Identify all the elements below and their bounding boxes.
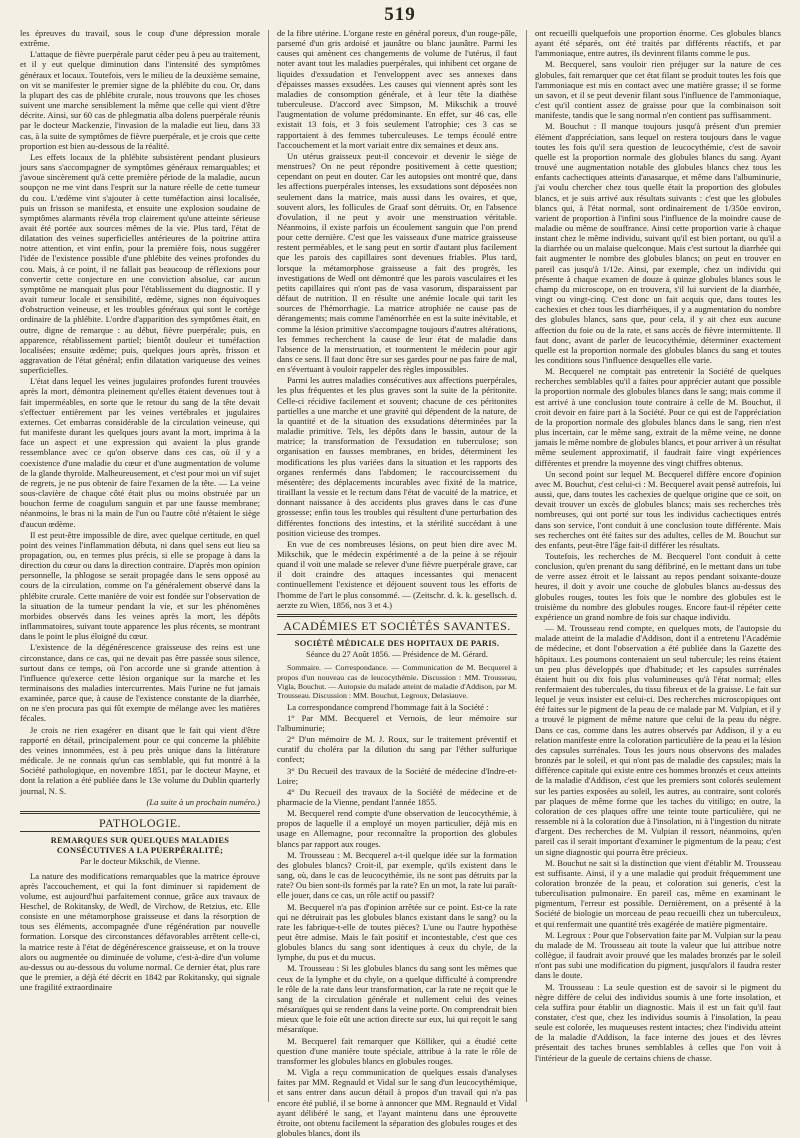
paragraph: M. Trousseau : Si les globules blancs du sang sont les mêmes que ceux de la lymphe et du chyle, on a quelque difficulté à comprendre le rôle de la rate dans leur transformation, car la rate ne reçoit que le sang de la circulation générale et nullement celui des veines mésaraïques qui se rendent dans la veine porte. On comprendrait bien mieux que le foie eût une action directe sur eux, lui qui reçoit le sang mésaraïque. bbox=[277, 963, 517, 1035]
section-rule bbox=[277, 614, 517, 615]
list-item: 4° Du Recueil des travaux de la Société de médecine et de pharmacie de la Vienne, pendant l'année 1855. bbox=[277, 786, 517, 807]
section-rule bbox=[277, 616, 517, 617]
paragraph: L'existence de la dégénérescence graisseuse des reins est une circonstance, dans ce cas, qui ne devait pas être passée sous silence, surtout dans ce temps, où l'on accorde une si grande attention à l'influence qu'exerce cette lésion organique sur la marche et les terminaisons des maladies intercurrentes. Mais l'urine ne fut jamais examinée, parce que, à cause de l'existence constante de la diarrhée, on ne s'en procura pas qui fût exempte de mélange avec les matières fécales. bbox=[20, 642, 260, 724]
section-rule bbox=[277, 634, 517, 635]
paragraph: Je crois ne rien exagérer en disant que le fait qui vient d'être rapporté en détail, principalement pour ce qui concerne la phlébite des veines innommées, est à peu près unique dans la littérature médicale. Je ne connais qu'un cas semblable, qui fut montré à la Société pathologique, en novembre 1851, par le docteur Mayne, et dont la relation a été publiée dans le 13e volume du Dublin quarterly journal, N. S. bbox=[20, 724, 260, 796]
paragraph: M. Becquerel, sans vouloir rien préjuger sur la nature de ces globules, fait remarquer que cet état filant se produit toutes les fois que l'ammoniaque est mis en contact avec une matière grasse; il se forme un savon, et il se peut devenir filant sous l'influence de l'ammoniaque, c'est qu'il contient assez de graisse pour que la combinaison soit manifeste, tandis que le sang normal n'en contient pas suffisamment. bbox=[535, 59, 781, 121]
paragraph: M. Vigla a reçu communication de quelques essais d'analyses faites par MM. Regnauld et Vidal sur le sang d'un leucocythémique, et sans entrer dans aucun détail à propos d'un travail qui n'a pas encore été publié, il se borne à annoncer que MM. Regnauld et Vidal ayant délibéré le sang, et l'ayant maintenu dans une éprouvette étroite, ont obtenu facilement la séparation des globules rouges et des globules blancs, dont ils bbox=[277, 1067, 517, 1138]
paragraph: M. Bouchut ne sait si la distinction que vient d'établir M. Trousseau est suffisante. Ainsi, il y a une maladie qui produit fréquemment une coloration bronzée de la peau, et coloration sui generis, c'est la tuberculisation pulmonaire. En pareil cas, même en examinant le pigmentum, l'erreur est possible. Dernièrement, on a présenté à la Société de biologie un morceau de peau recueilli chez un tuberculeux, et qui renfermait une quantité très exagérée de matière pigmentaire. bbox=[535, 857, 781, 929]
paragraph: M. Becquerel rend compte d'une observation de leucocythémie, à propos de laquelle il a employé un moyen particulier, déjà mis en usage en Allemagne, pour reconnaître la proportion des globules blancs par rapport aux rouges. bbox=[277, 808, 517, 849]
section-rule bbox=[20, 813, 260, 814]
column-1 bbox=[20, 28, 260, 1102]
column-3 bbox=[535, 28, 781, 1102]
article-title: REMARQUES SUR QUELQUES MALADIES CONSÉCUTIVES A LA PUERPÉRALITÉ; bbox=[50, 836, 230, 856]
paragraph: L'état dans lequel les veines jugulaires profondes furent trouvées après la mort, démontra pleinement qu'elles étaient devenues tout à fait imperméables, en sorte que le retour du sang de la tête devait s'effectuer entièrement par les veines vertébrales et jugulaires externes. Cet embarras considérable de la circulation veineuse, qui fut manifeste durant les quelques jours avant la mort, imprima à la face un aspect et une expression qui avaient la plus grande ressemblance avec ce qu'on observe dans ces cas, où il y a coexistence d'une maladie du cœur et d'une augmentation de volume de la glande thyroïde. Malheureusement, et c'est pour moi un vif sujet de regrets, je ne pus obtenir de faire l'examen de la tête. — La veine sous-clavière de chaque côté était plus ou moins obstruée par un bouchon ferme de coagulum sanguin et par une fausse membrane; néanmoins, le bras ni la main de l'un ou l'autre côté n'étaient le siège d'aucun œdème. bbox=[20, 376, 260, 529]
paragraph: Parmi les autres maladies consécutives aux affections puerpérales, les plus fréquentes et les plus graves sont la suite de la péritonite. Celle-ci récidive facilement et souvent; chacune de ces péritonites partielles a une marche et une gravité qui dépendent de la nature, de la quantité et de la situation des exsudations déterminées par la maladie primitive. Tels, les dépôts dans le bassin, autour de la matrice; la transformation de l'exsudation en tuberculose; son organisation en fausses membranes, en brides, déterminent les modifications les plus variées dans la situation et les rapports des organes renfermés dans l'abdomen; le raccourcissement du mésentère; des déplacements incurables avec fixité de la matrice, tiraillant la vessie et le rectum dans l'état de vacuité de la matrice, et donnant naissance à des accidents plus graves dans le cas d'une grossesse; enfin tous les troubles qui résultent d'une perturbation des différentes fonctions des intestins, et la stérilité succédant à une position vicieuse des trompes. bbox=[277, 375, 517, 538]
paragraph: M. Legroux : Pour que l'observation faite par M. Vulpian sur la peau du malade de M. Trousseau ait toute la valeur que lui attribue notre collègue, il faudrait avoir prouvé que les malades bronzés par le soleil n'ont pas subi une modification du pigment, jusqu'alors il faudra rester dans le doute. bbox=[535, 929, 781, 981]
continued-note: (La suite à un prochain numéro.) bbox=[146, 796, 260, 807]
paragraph: de la fibre utérine. L'organe reste en général poreux, d'un rouge-pâle, parsemé d'un gris ardoisé et jaunâtre ou blanc jaunâtre. Parmi les causes qui amènent ces changements de volume de l'utérus, il faut noter avant tout les maladies puerpérales, qui inhibent cet organe de liquides d'exsudation et l'enveloppent avec ses annexes dans d'épaisses masses exsudées. Les causes qui viennent après sont les maladies de consomption générale, et à leur tête la diathèse tuberculeuse. D'accord avec Simpson, M. Mikschik a trouvé l'augmentation de volume prédominante. En effet, sur 46 cas, elle existait 13 fois, et 3 fois seulement l'atrophie; ces 3 cas se rapportaient à des femmes tuberculeuses. Le temps écoulé entre l'accouchement et la mort variait entre dix semaines et deux ans. bbox=[277, 28, 517, 150]
paragraph: Un second point sur lequel M. Becquerel diffère encore d'opinion avec M. Bouchut, c'est celui-ci : M. Becquerel avait pensé autrefois, lui aussi, que, dans toutes les cachexies de quelque origine que ce soit, on devait trouver un excès de globules blancs; mais ses recherches très nombreuses, qui ont porté sur tous les individus cachectiques entrés dans son service, l'ont conduit à une conclusion toute différente. Mais ses recherches ont été faites sur des adultes, celles de M. Bouchut sur des enfants, peut-être l'âge fait-il différer les résultats. bbox=[535, 468, 781, 550]
session-line: Séance du 27 Août 1856. — Présidence de M. Gérard. bbox=[306, 650, 488, 660]
column-divider bbox=[268, 30, 269, 1102]
paragraph: M. Bouchut : Il manque toujours jusqu'à présent d'un premier élément d'appréciation, sans lequel on restera toujours dans le vague toutes les fois qu'il sera question de leucocythémie, c'est de savoir quelle est la proportion normale des globules blancs du sang. Ayant trouvé une augmentation notable des globules blancs chez tous les enfants cachectiques atteints d'anasarque, et même dans l'albuminurie, j'ai voulu chercher chez tous quelle était la proportion des globules blancs, et je suis arrivé aux résultats suivants : c'est que les globules blancs qui, à l'état normal, sont ordinairement de 1/350e environ, varient de proportion à l'infini sous l'influence de la moindre cause de maladie ou même de souffrance. Ainsi cette proportion varie à chaque instant chez le même individu, suivant qu'il est bien portant, ou qu'il a la diarrhée ou un malaise quelconque. Mais c'est surtout la diarrhée qui fait augmenter le nombre des globules blancs; on peut en trouver en pareil cas jusqu'à 1/12e. Ainsi, par exemple, chez un individu qui présente à chaque examen de douze à quinze globules blancs sous le champ du microscope, on en trouvera, s'il lui survient de la diarrhée, vingt ou vingt-cinq. C'est donc un fait acquis que, dans toutes les cachexies et chez tous les diarrhéiques, il y a augmentation du nombre des globules blancs, sans que, pour cela, il y ait chez eux aucune affection du foie ou de la rate, et sans accès de fièvre intermittente. Il faut donc, avant de parler de leucocythémie, déterminer exactement quelle est la proportion normale des globules blancs du sang et toutes les conditions sous l'influence desquelles elle varie. bbox=[535, 121, 781, 365]
summary: Sommaire. — Correspondance. — Communication de M. Becquerel à propos d'un nouveau cas de leucocythémie. Discussion : MM. Trousseau, Vigla, Bouchut. — Autopsie du malade atteint de maladie d'Addison, par M. Trousseau. Discussion : MM. Bouchut, Legroux, Delasiauve. bbox=[277, 663, 517, 701]
list-item: 3° Du Recueil des travaux de la Société de médecine d'Indre-et-Loire; bbox=[277, 765, 517, 786]
paragraph: M. Becquerel ne comptait pas entretenir la Société de quelques recherches semblables qu'il a faites pour apprécier autant que possible la proportion normale des globules blancs dans le sang; mais comme il est arrivé à une conclusion toute contraire à celle de M. Bouchut, il croit devoir en faire part à la Société. Pour ce qui est de l'appréciation de la proportion normale des globules blancs dans le sang, rien n'est plus incertain, car le même sang, extrait de la même veine, ne donne jamais le même nombre de globules blancs, et pour arriver à un résultat même seulement approximatif, il faudrait faire vingt expériences différentes et prendre la moyenne des vingt chiffres obtenus. bbox=[535, 366, 781, 468]
section-rule bbox=[20, 811, 260, 812]
section-rule bbox=[20, 831, 260, 832]
paragraph: Toutefois, les recherches de M. Becquerel l'ont conduit à cette conclusion, qu'en prenant du sang défibriné, en le mettant dans un tube de verre assez étroit et le laissant au repos pendant soixante-douze heures, il doit y avoir une couche de globules blancs au-dessus des globules rouges, toutes les fois que le nombre des globules est le troisième du nombre des globules rouges. Encore faut-il répéter cette expérience un grand nombre de fois sur chaque individu. bbox=[535, 550, 781, 622]
paragraph: M. Trousseau : La seule question est de savoir si le pigment du nègre diffère de celui des individus soumis à une forte insolation, et cela suffira pour établir un diagnostic. Mais il est un fait qu'il faut constater, c'est que, chez les individus soumis à l'insolation, la peau seule est colorée, les muqueuses restent intactes; chez l'individu atteint de la maladie d'Addison, la face interne des joues et des lèvres présentait des taches brunes semblables à celles que l'on voit à l'intérieur de la gueule de certains chiens de chasse. bbox=[535, 981, 781, 1063]
list-item: 2° D'un mémoire de M. J. Roux, sur le traitement préventif et curatif du choléra par la dilution du sang par l'éther sulfurique confect; bbox=[277, 734, 517, 765]
paragraph: Un utérus graisseux peut-il concevoir et devenir le siège de menstrues? On ne peut répondre positivement à cette question; cependant on peut en douter. Car les autopsies ont montré que, dans les affections puerpérales intenses, les exsudations sont déposées non seulement dans la matrice, mais aussi dans les ovaires, et que, souvent alors, les follicules de Graaf sont détruits. Or, en l'absence d'ovulation, il ne peut y avoir une menstruation véritable. Néanmoins, il existe parfois un écoulement sanguin que l'on prend pour cette dernière. C'est que les vaisseaux d'une matrice graisseuse restent perméables, et le sang peut en sortir d'autant plus facilement que les parois des capillaires sont devenues friables. Plus tard, lorsque la métamorphose graisseuse a fait des progrès, les investigations de Wedl ont démontré que les parois vasculaires et les petits capillaires qui n'ont pas de vasa vasorum, disparaissent par défaut de nutrition. Il en résulte une anémie locale qui tarit les sources de l'hémorrhagie. La matrice atrophiée ne cause pas de dérangements; mais comme l'aménorrhée en est la suite inévitable, et comme la lésion primitive s'accompagne toujours d'autres altérations, les femmes recherchent la cause de leur état de maladie dans l'absence de la menstruation, et tourmentent le médecin pour agir dans ce sens. Il faut donc être sur ses gardes pour ne pas faire de mal, en s'évertuant à vouloir rappeler des règles impossibles. bbox=[277, 150, 517, 375]
paragraph: M. Becquerel fait remarquer que Kölliker, qui a étudié cette question d'une manière toute spéciale, attribue à la rate le rôle de transformer les globules blancs en globules rouges. bbox=[277, 1035, 517, 1066]
paragraph: ont recueilli quelquefois une proportion énorme. Ces globules blancs ayant été séparés, ont été traités par différents réactifs, et par l'ammoniaque, entre autres, ils devinrent filants comme le pus. bbox=[535, 28, 781, 59]
page-number: 519 bbox=[384, 4, 416, 25]
paragraph: M. Becquerel n'a pas d'opinion arrêtée sur ce point. Est-ce la rate qui ne détruirait pas les globules blancs existant dans le sang? ou la rate les fabrique-t-elle de toutes pièces? L'une ou l'autre hypothèse peut être admise. Mais le fait positif et incontestable, c'est que ces globules blancs du sang sont identiques à ceux du chyle, de la lymphe, du pus et du mucus. bbox=[277, 901, 517, 963]
paragraph: les épreuves du travail, sous le coup d'une dépression morale extrême. bbox=[20, 28, 260, 49]
paragraph: La nature des modifications remarquables que la matrice éprouve après l'accouchement, et qui la font diminuer si rapidement de volume, est aujourd'hui parfaitement connue, grâce aux travaux de Heschel, de Rokitansky, de Wedl, de Virchow, de Retzius, etc. Elle consiste en une métamorphose graisseuse et dans la résorption de tous ses éléments, accompagnée d'une régénération par nouvelle formation. Lorsque des circonstances défavorables arrêtent celle-ci, la matrice reste à l'état de dégénérescence graisseuse, et on la trouve alors ou augmentée ou diminuée de volume, c'est-à-dire d'un volume au-dessus ou au-dessous du volume normal. Ce dernier état, plus rare que le premier, a déjà été décrit en 1842 par Rokitansky, qui signale une fragilité extraordinaire bbox=[20, 870, 260, 993]
society-title: SOCIÉTÉ MÉDICALE DES HOPITAUX DE PARIS. bbox=[294, 639, 500, 649]
list-item: 1° Par MM. Becquerel et Vernois, de leur mémoire sur l'albuminurie; bbox=[277, 712, 517, 733]
paragraph: M. Trousseau : M. Becquerel a-t-il quelque idée sur la formation des globules blancs? Croit-il, par exemple, qu'ils existent dans le sang, où, dans le cas de leucocythémie, ils ne sont pas détruits par la rate? Ou bien sont-ils formés par la rate? En un mot, la rate lui paraît-elle jouer, dans ce cas, un rôle actif ou passif? bbox=[277, 849, 517, 901]
correspondence-list bbox=[277, 713, 517, 807]
section-title: PATHOLOGIE. bbox=[98, 815, 182, 830]
paragraph: L'attaque de fièvre puerpérale parut céder peu à peu au traitement, et il y eut quelque diminution dans l'intensité des symptômes généraux et locaux. Toutefois, vers le milieu de la deuxième semaine, on vit se manifester le premier signe de la phlébite du cou. Or, dans la plupart des cas de phlébite crurale, nous trouvons que les choses suivent une marche sensiblement la même que celle qui vient d'être décrite. Ainsi, sur 60 cas de phlegmatia alba dolens puerpérale réunis par le docteur Mackenzie, l'invasion de la maladie eut lieu, dans 33 cas, à la suite de symptômes de fièvre puerpérale, et je crois que cette proportion est bien au-dessous de la réalité. bbox=[20, 49, 260, 151]
article-author: Par le docteur Mikschik, de Vienne. bbox=[79, 857, 201, 867]
paragraph: En vue de ces nombreuses lésions, on peut bien dire avec M. Mikschik, que le médecin expérimenté a de la peine à se réjouir quand il voit une malade se relever d'une fièvre puerpérale grave, car il doit craindre des attaques incessantes qui menacent continuellement l'existence et déjouent souvent tous les efforts de l'homme de l'art le plus consommé. — (Zeitschr. d. k. k. gesellsch. d. aerzte zu Wien, 1856, nos 3 et 4.) bbox=[277, 538, 517, 610]
paragraph: La correspondance comprend l'hommage fait à la Société : bbox=[287, 701, 489, 712]
section-title: ACADÉMIES ET SOCIÉTÉS SAVANTES. bbox=[283, 618, 511, 633]
paragraph: Il est peut-être impossible de dire, avec quelque certitude, en quel point des veines l'inflammation débuta, ni dans quel sens eut lieu sa propagation, ou, en termes plus précis, si elle se propage à dans la direction du cœur ou dans la direction contraire. D'après mon opinion personnelle, la phlogose se serait propagée dans le sens opposé au cours de la circulation, comme on l'a généralement observé dans la phlébite crurale. Cette manière de voir est fondée sur l'observation de la situation de la tumeur pendant la vie, et sur les phénomènes morbides observés dans les veines après la mort, les dépôts inflammatoires, suivant toute apparence les plus récents, se montrant dans le point le plus éloigné du cœur. bbox=[20, 529, 260, 642]
column-divider bbox=[526, 30, 527, 1102]
paragraph: Les effets locaux de la phlébite subsistèrent pendant plusieurs jours sans s'accompagner de symptômes généraux remarquables; et j'avoue sincèrement qu'à cette première période de la maladie, aucun soupçon ne me vint dans l'esprit sur la nature réelle de cette tumeur du cou. L'œdème vint s'ajouter à cette tuméfaction ainsi localisée, puis un frisson se manifesta, et ensuite une explosion soudaine de symptômes alarmants révéla trop clairement qu'une atteinte sérieuse avait été portée aux sources mêmes de la vie. Plus tard, l'état de dilatation des veines superficielles antérieures de la poitrine attira notre attention, et vint enfin, pour la première fois, nous suggérer l'idée de l'existence possible d'une phlébite des veines profondes du cou. Mais, à ce point, il ne fallait pas beaucoup de réflexions pour convertir cette conjecture en une conviction absolue, car aucun symptôme ne manquait plus pour l'établissement du diagnostic. Il y avait tumeur locale et sensibilité, œdème, signes non équivoques d'obstruction veineuse, et les troubles généraux qui sont le cortège ordinaire de la phlébite. L'ordre d'apparition des symptômes était, en outre, digne de remarque : au début, fièvre puerpérale; puis, en apparence, rétablissement partiel; bientôt douleur et tuméfaction localisées; ensuite œdème; puis, quelques jours après, frisson et aggravation de l'état général; enfin dilatation variqueuse des veines superficielles. bbox=[20, 151, 260, 376]
paragraph: — M. Trousseau rend compte, en quelques mots, de l'autopsie du malade atteint de la maladie d'Addison, dont il a entretenu l'Académie de médecine, et dont l'observation a été publiée dans la Gazette des hôpitaux. Les poumons contenaient un seul tubercule; les reins étaient un peu plus développés que d'habitude; et les capsules surrénales étaient huit ou dix fois plus volumineuses qu'à l'état normal; elles renfermaient des tubercules, du tissu fibreux et de la graisse. Le fait sur lequel je veux insister est celui-ci. Des recherches microscopiques ont été faites sur le pigment de la peau de ce malade par M. Vulpian, et il y a trouvé le pigment de même nature que celui de la peau du nègre. Dans ce cas, comme dans les autres observés par Addison, il y a eu relation manifeste entre la coloration particulière de la peau et la lésion des capsules surrénales. Tous les jours nous observons des malades bronzés par le soleil, et qui n'ont pas de maladie des capsules; mais la différence capitale qui existe entre ces hommes bronzés et ceux atteints de la maladie d'Addison, c'est que les premiers sont colorés seulement sur les parties exposées au soleil, les autres, au contraire, sont colorés par plaques de même forme que les taches du vitiligo; en outre, la coloration de ces plaques offre une teinte toute particulière, qui ne ressemble ni à la coloration due à l'insolation, ni à l'ingestion du nitrate d'argent. Des recherches de M. Vulpian il ressort, néanmoins, qu'en pareil cas il serait important d'examiner le pigmentum de la peau; c'est un signe diagnostic qui pourra être précieux. bbox=[535, 623, 781, 857]
column-2 bbox=[277, 28, 517, 1138]
